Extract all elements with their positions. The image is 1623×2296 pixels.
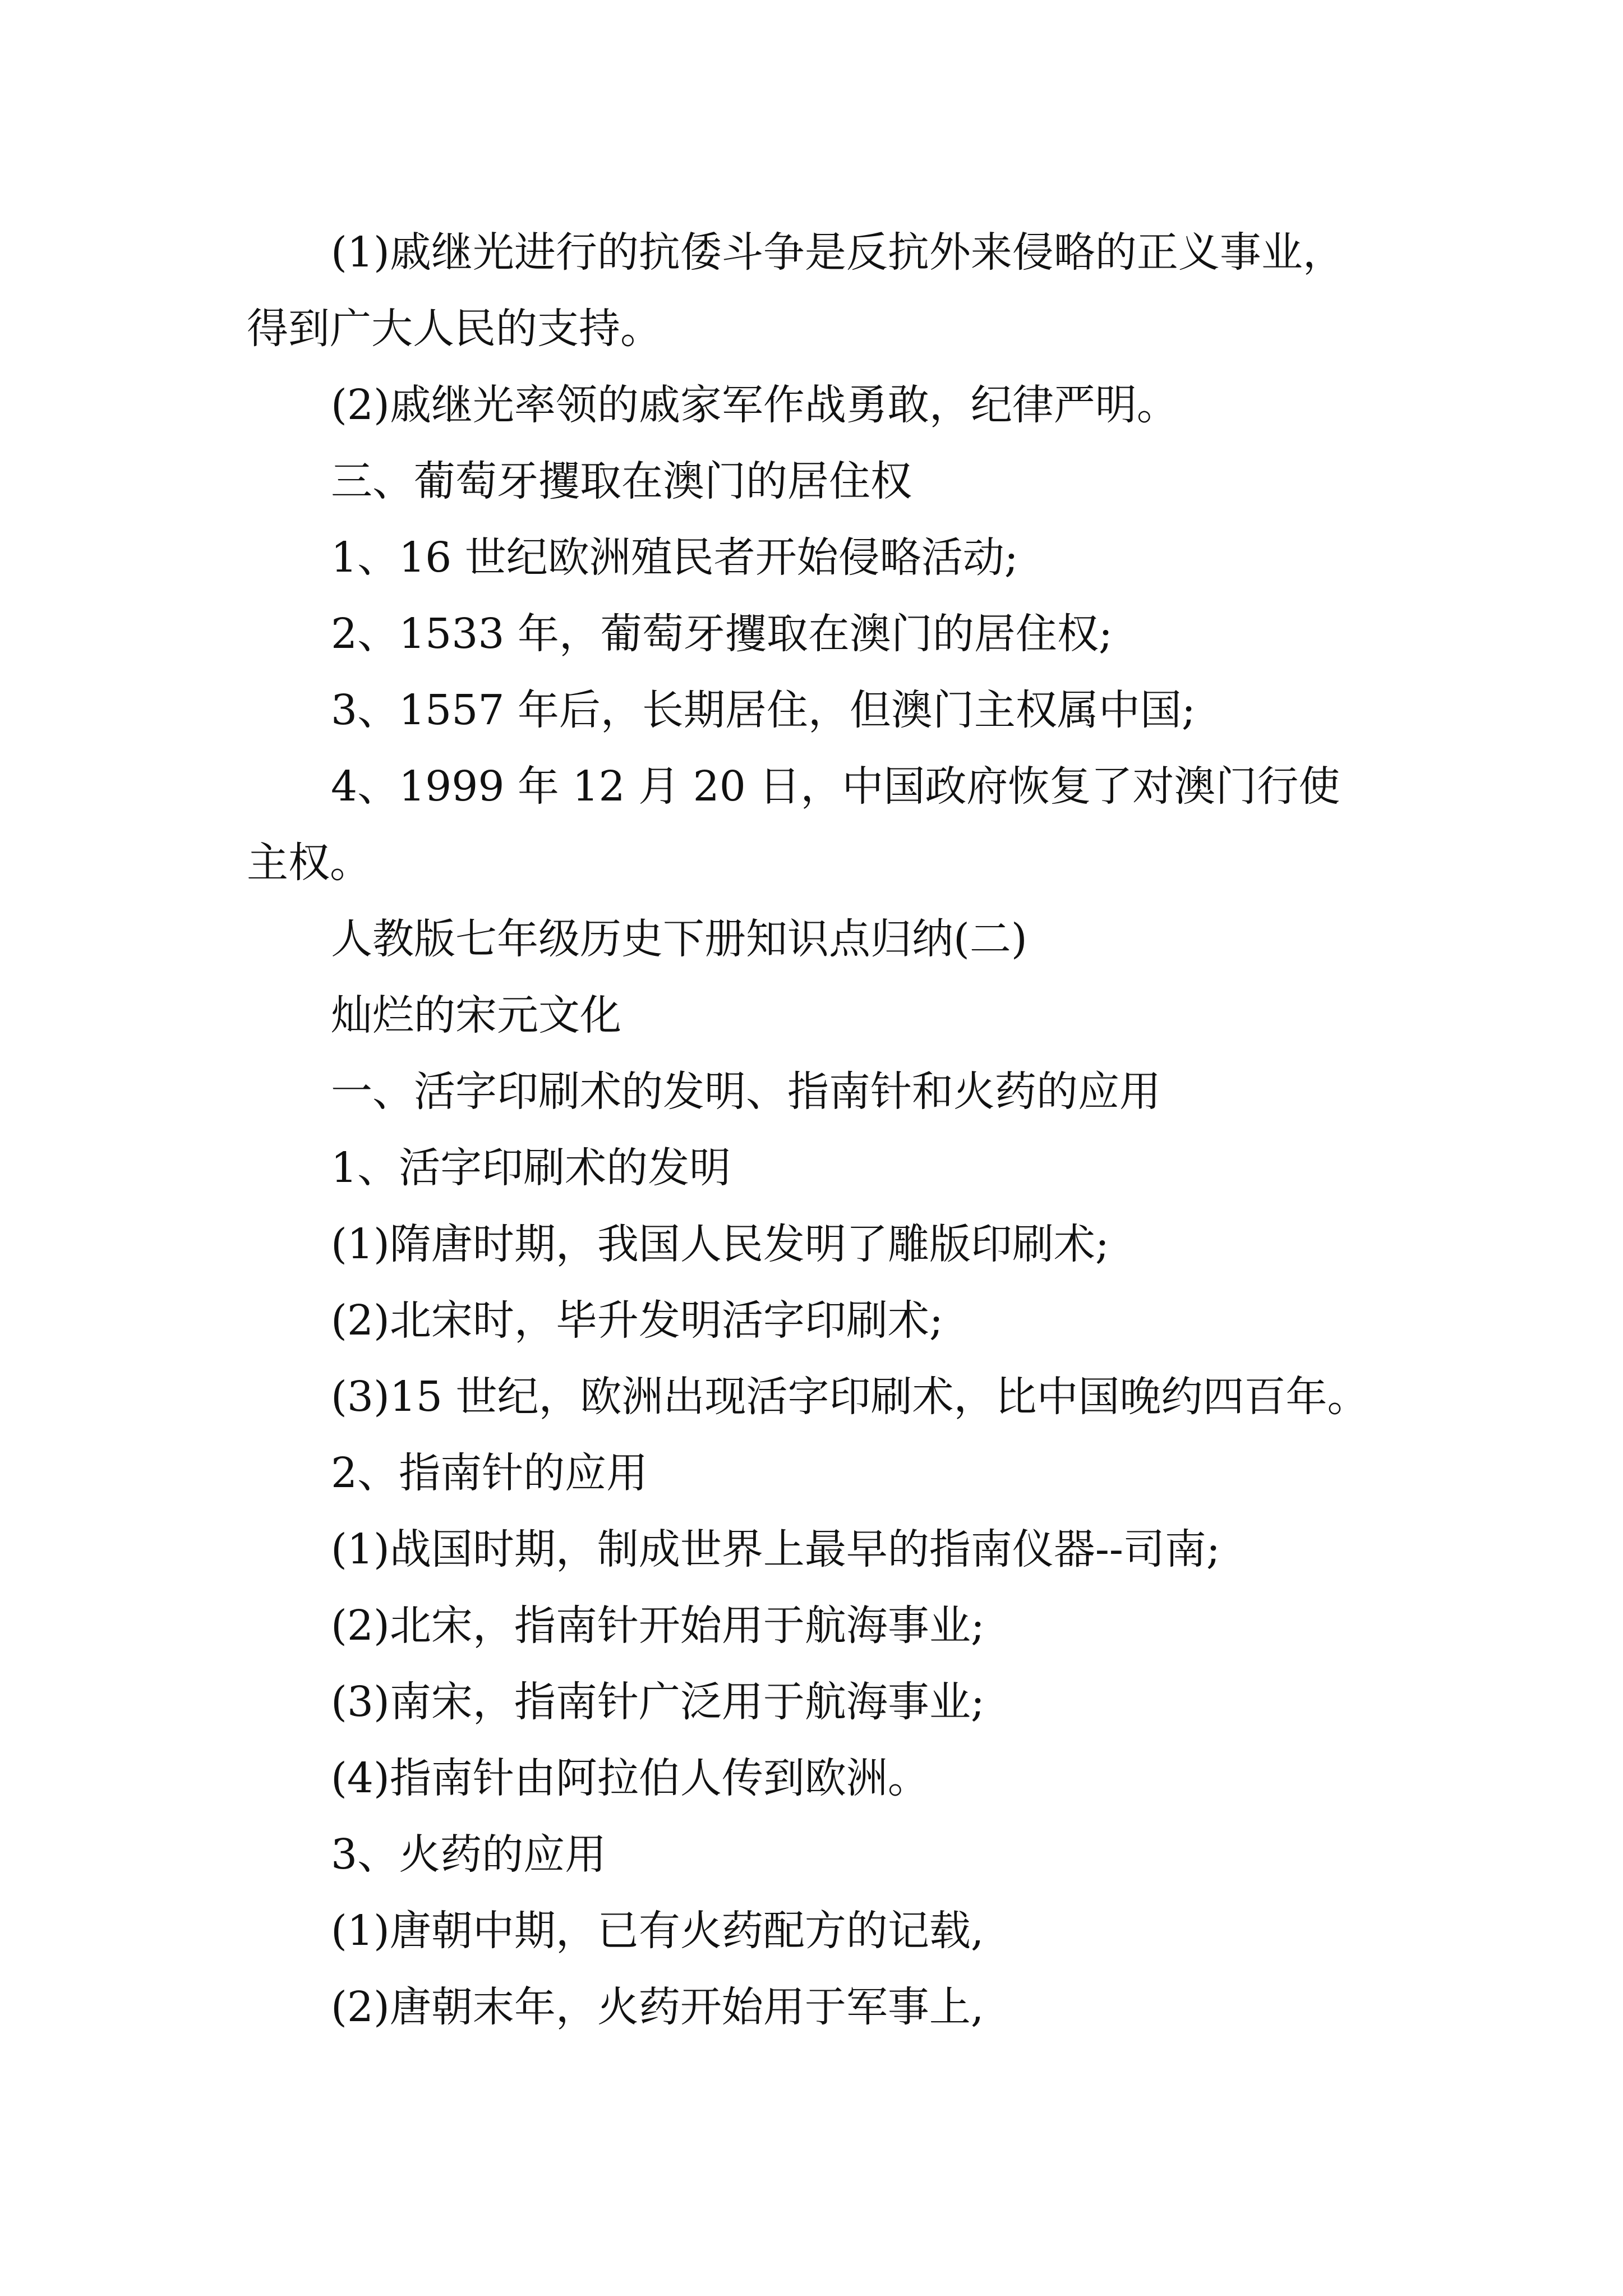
compass-item-4: (4)指南针由阿拉伯人传到欧洲。 [331,1754,929,1802]
gunpowder-item-2: (2)唐朝末年，火药开始用于军事上, [331,1983,984,2031]
paragraph-2: (2)戚继光率领的戚家军作战勇敢，纪律严明。 [331,381,1178,429]
paragraph-1 [247,214,1391,367]
document-body [247,214,1391,2045]
list-item-4-line-1: 4、1999 年 12 月 20 日，中国政府恢复了对澳门行使 [331,762,1340,811]
gunpowder-item-1: (1)唐朝中期，已有火药配方的记载, [331,1907,984,1955]
list-item-4 [247,748,1391,901]
document-subtitle: 人教版七年级历史下册知识点归纳(二) [331,915,1027,963]
section-heading-1: 一、活字印刷术的发明、指南针和火药的应用 [331,1068,1161,1116]
compass-item-2: (2)北宋，指南针开始用于航海事业; [331,1602,985,1650]
compass-item-1: (1)战国时期，制成世界上最早的指南仪器--司南; [331,1525,1220,1573]
paragraph-1-line-1: (1)戚继光进行的抗倭斗争是反抗外来侵略的正义事业， [331,228,1344,277]
printing-item-2: (2)北宋时，毕升发明活字印刷术; [331,1296,943,1345]
list-item-3: 3、1557 年后，长期居住，但澳门主权属中国; [331,686,1196,734]
list-item-4-line-2: 主权。 [247,839,371,887]
printing-item-1: (1)隋唐时期，我国人民发明了雕版印刷术; [331,1220,1109,1268]
list-item-1: 1、16 世纪欧洲殖民者开始侵略活动; [331,533,1018,582]
list-item-2: 2、1533 年，葡萄牙攫取在澳门的居住权; [331,610,1113,658]
section-heading-3: 三、葡萄牙攫取在澳门的居住权 [331,457,912,505]
printing-item-3: (3)15 世纪，欧洲出现活字印刷术，比中国晚约四百年。 [331,1373,1369,1421]
paragraph-1-line-2: 得到广大人民的支持。 [247,305,662,353]
subheading-compass: 2、指南针的应用 [331,1449,648,1497]
compass-item-3: (3)南宋，指南针广泛用于航海事业; [331,1678,985,1726]
subheading-printing: 1、活字印刷术的发明 [331,1144,731,1192]
chapter-title: 灿烂的宋元文化 [331,991,621,1039]
subheading-gunpowder: 3、火药的应用 [331,1830,607,1879]
